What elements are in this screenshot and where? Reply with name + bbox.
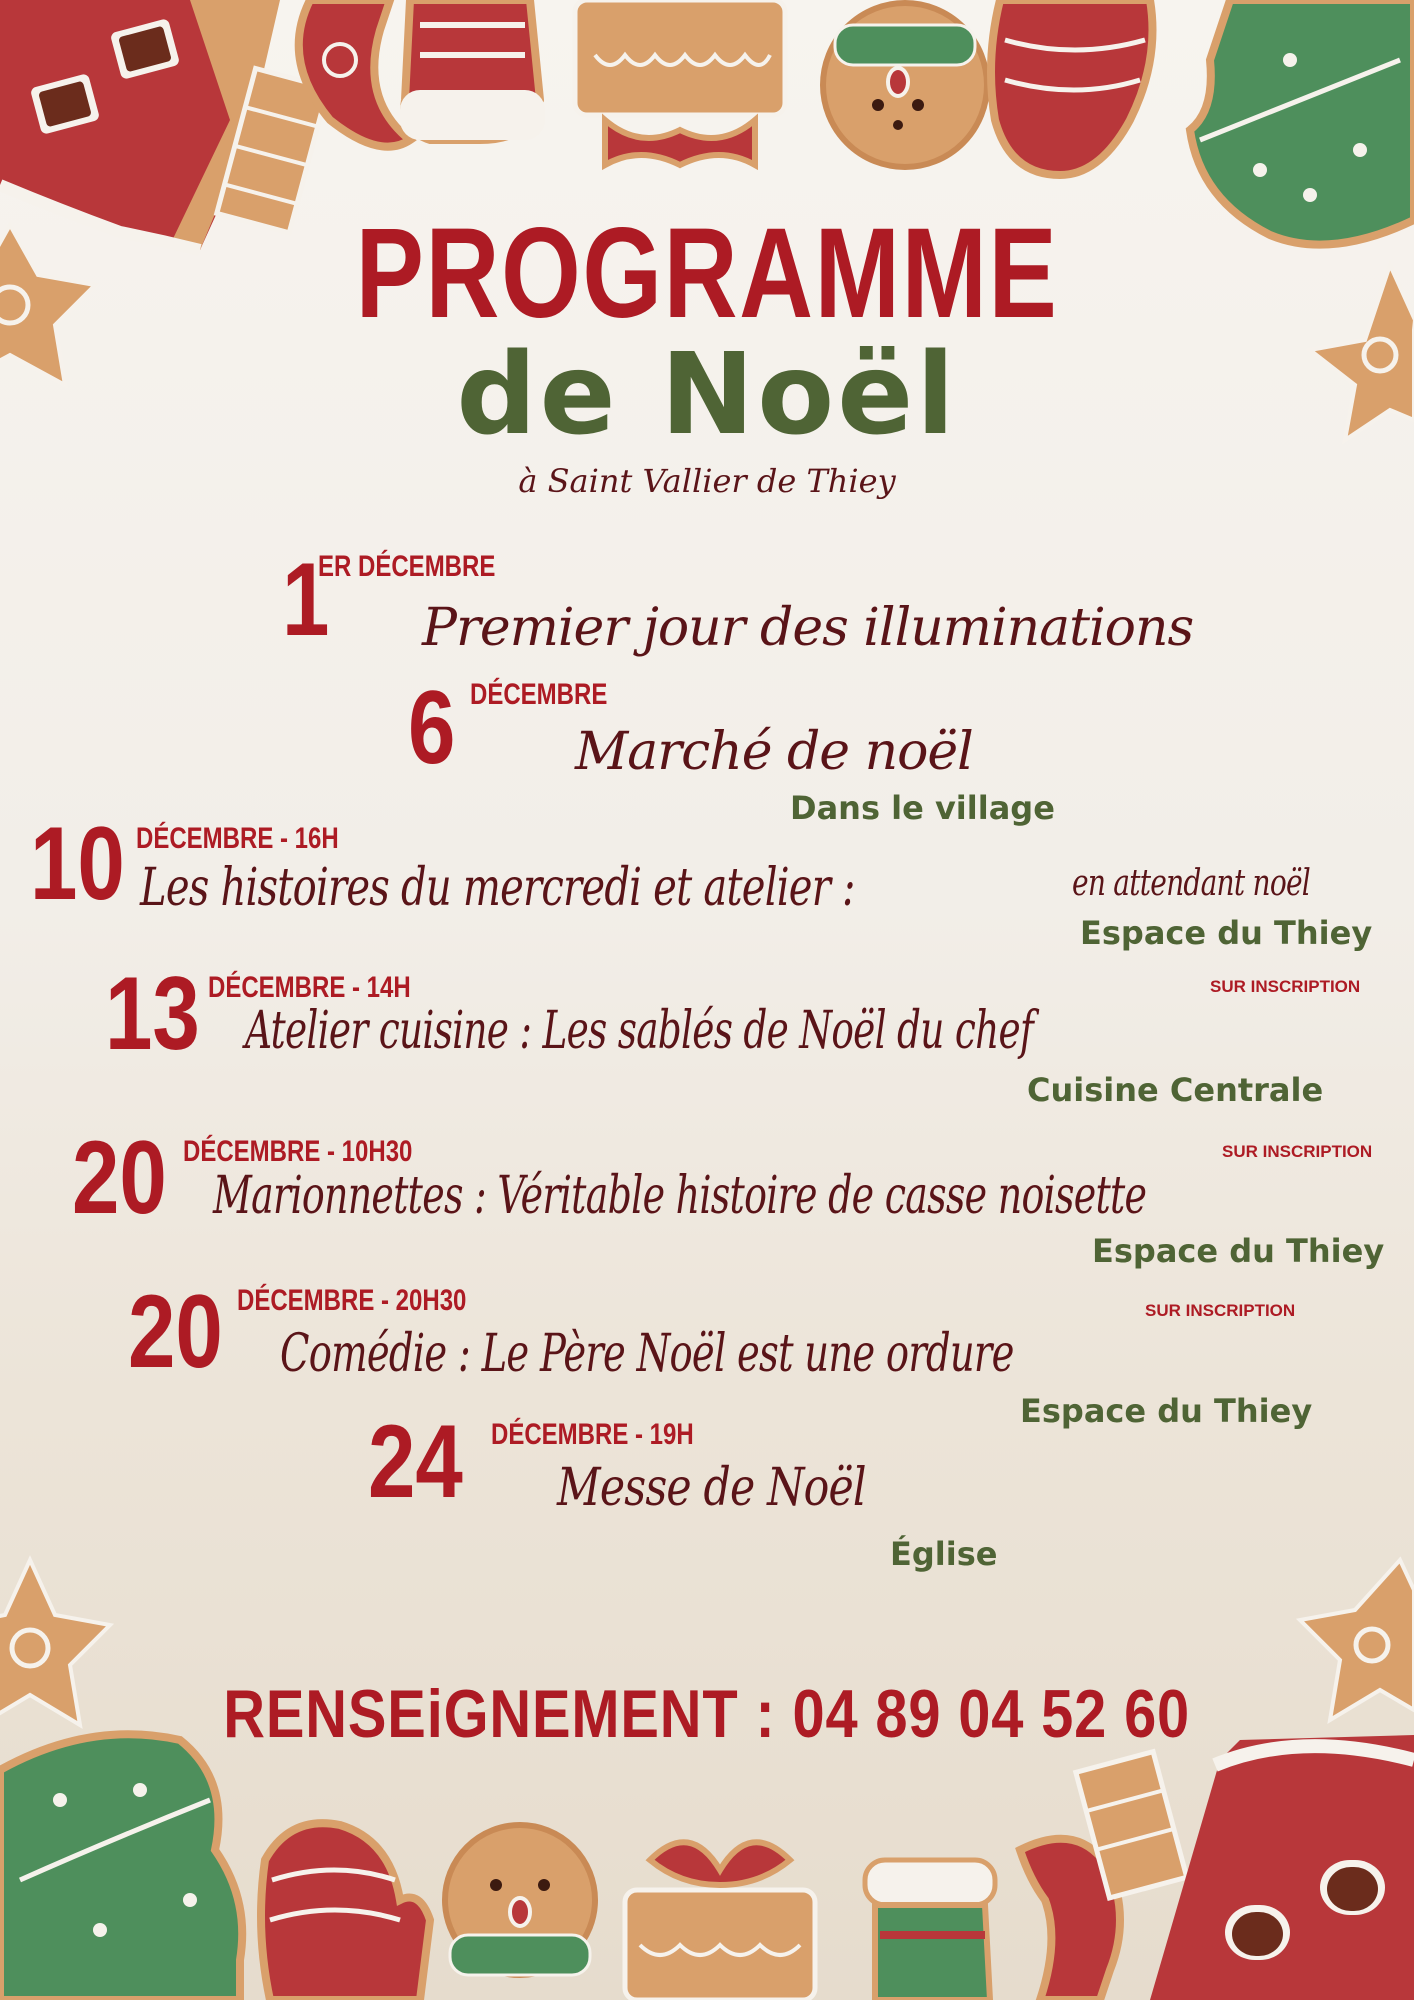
registration-note: SUR INSCRIPTION	[1210, 977, 1361, 996]
event-location: Espace du Thiey	[1092, 1232, 1385, 1270]
gingerbread-man-icon	[823, 3, 987, 167]
event-day: 13	[105, 956, 200, 1072]
event-month: DÉCEMBRE - 10H30	[183, 1135, 413, 1168]
event-month: DÉCEMBRE - 19H	[491, 1418, 694, 1451]
registration-note: SUR INSCRIPTION	[1145, 1301, 1296, 1320]
event-title: Les histoires du mercredi et atelier :	[140, 858, 855, 918]
event-location: Espace du Thiey	[1080, 914, 1373, 952]
page-subtitle: de Noël	[456, 330, 958, 460]
event-title: Premier jour des illuminations	[422, 598, 1194, 658]
contact-info	[0, 1675, 1414, 1753]
gingerbread-man-icon	[445, 1825, 595, 1975]
contact-phone: RENSEiGNEMENT : 04 89 04 52 60	[223, 1676, 1191, 1752]
event-month: DÉCEMBRE - 14H	[208, 971, 411, 1004]
event-location: Cuisine Centrale	[1027, 1071, 1324, 1109]
event-day: 20	[128, 1274, 223, 1390]
event-day: 10	[30, 806, 125, 922]
gift-box-icon	[575, 0, 785, 165]
page-title: PROGRAMME	[355, 202, 1059, 345]
event-title: Messe de Noël	[557, 1458, 866, 1518]
event-day: 24	[368, 1404, 463, 1520]
event-location: Espace du Thiey	[1020, 1392, 1313, 1430]
event-day: 1	[282, 542, 330, 658]
place-label: à Saint Vallier de Thiey	[518, 462, 896, 500]
mitten-icon	[991, 0, 1153, 175]
event-day: 20	[72, 1120, 167, 1236]
event-day: 6	[408, 670, 456, 786]
gingerbread-house-icon	[1150, 1735, 1414, 2000]
christmas-tree-cookie-icon	[0, 1734, 242, 2000]
event-month: DÉCEMBRE	[470, 678, 608, 711]
event-month: ER DÉCEMBRE	[318, 550, 496, 583]
registration-note: SUR INSCRIPTION	[1222, 1142, 1373, 1161]
event-title: Atelier cuisine : Les sablés de Noël du chef	[245, 1001, 1034, 1061]
event-month: DÉCEMBRE - 16H	[136, 822, 339, 855]
event-title-suffix: en attendant noël	[1072, 863, 1310, 904]
mitten-icon	[261, 1823, 430, 2000]
gift-box-icon	[625, 1842, 815, 2000]
event-location: Église	[890, 1535, 998, 1573]
stocking-icon	[865, 1860, 995, 2000]
event-title: Marionnettes : Véritable histoire de casse noisette	[213, 1166, 1147, 1226]
event-location: Dans le village	[790, 789, 1055, 827]
event-month: DÉCEMBRE - 20H30	[237, 1284, 467, 1317]
stocking-icon	[400, 0, 545, 140]
event-title: Marché de noël	[575, 722, 973, 782]
event-title: Comédie : Le Père Noël est une ordure	[280, 1324, 1014, 1384]
